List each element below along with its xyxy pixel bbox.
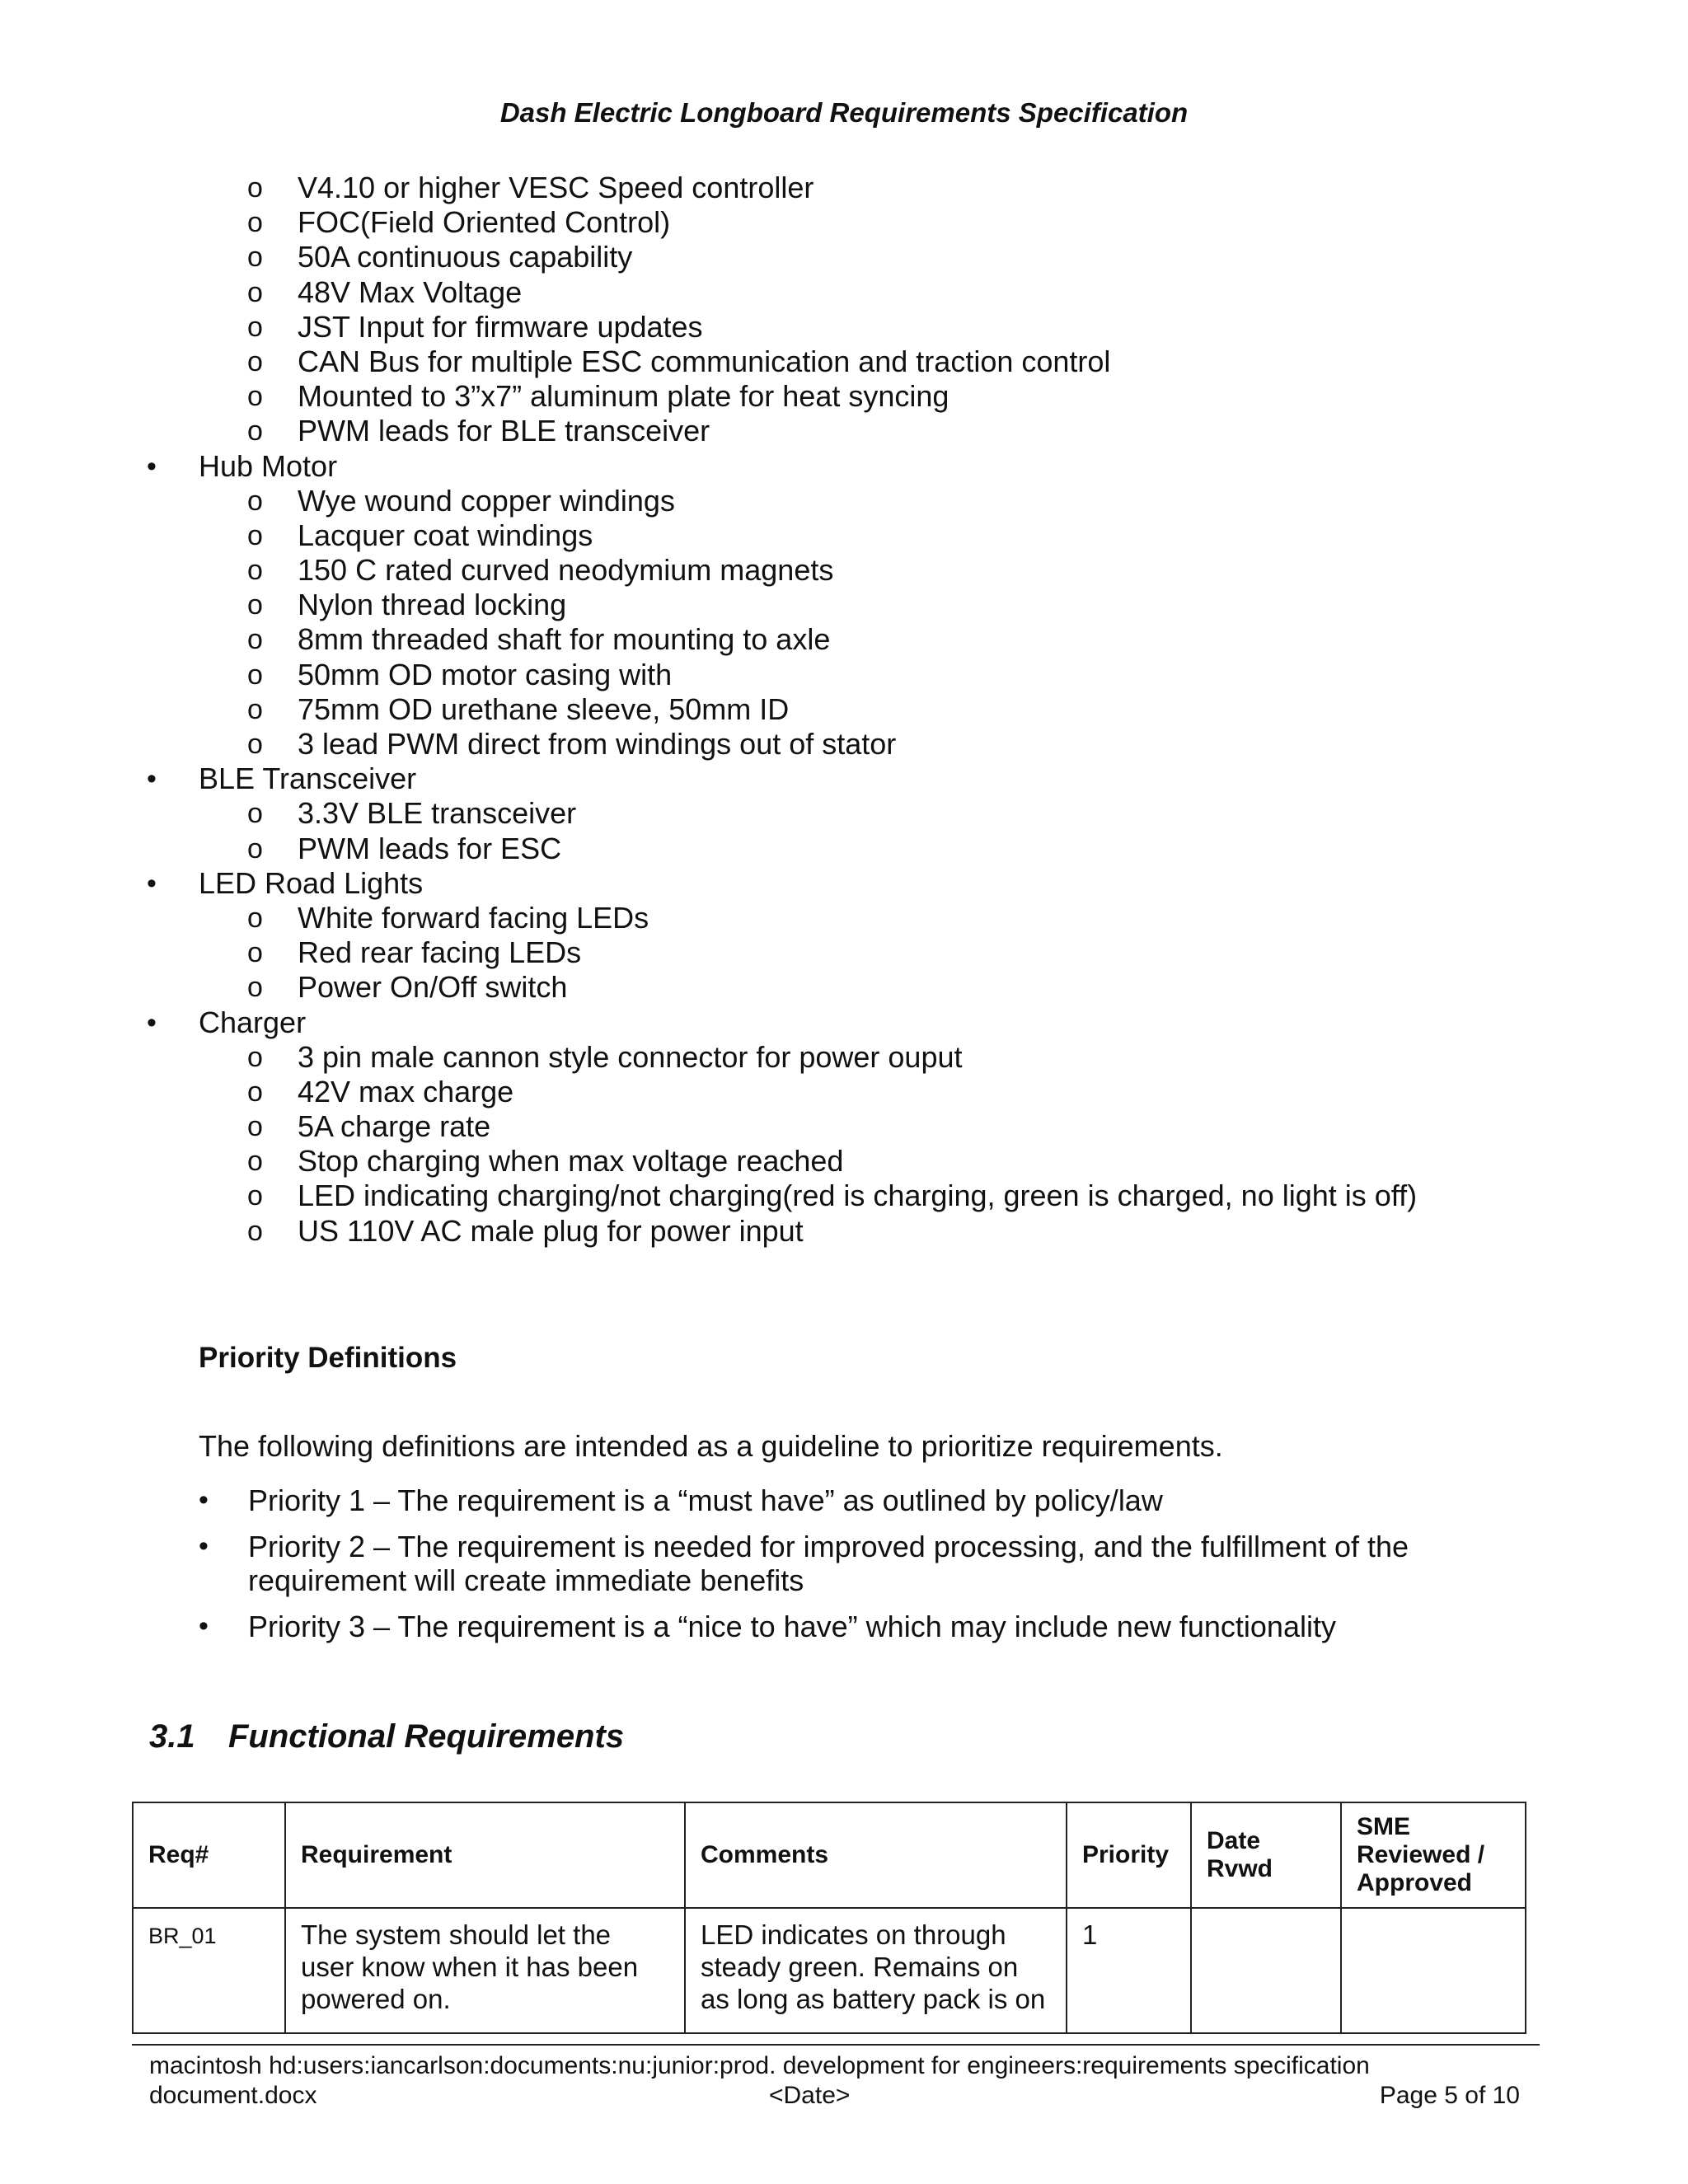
list-item	[0, 796, 1688, 831]
cell-priority: 1	[1067, 1908, 1191, 2033]
list-item-text: PWM leads for ESC	[298, 831, 562, 865]
hollow-bullet-icon: o	[247, 1180, 263, 1212]
list-item	[0, 240, 1688, 274]
section-number: 3.1	[149, 1718, 195, 1755]
list-item-text: 75mm OD urethane sleeve, 50mm ID	[298, 691, 790, 726]
hollow-bullet-icon: o	[247, 485, 263, 517]
list-item-text: FOC(Field Oriented Control)	[298, 205, 671, 240]
hollow-bullet-icon: o	[247, 1076, 263, 1108]
list-item-text: V4.10 or higher VESC Speed controller	[298, 171, 814, 204]
list-item	[0, 692, 1688, 727]
hollow-bullet-icon: o	[247, 798, 263, 830]
list-item	[0, 205, 1688, 240]
list-item	[0, 622, 1688, 657]
list-heading-text: BLE Transceiver	[199, 762, 417, 796]
hollow-bullet-icon: o	[247, 345, 263, 377]
list-item	[0, 1144, 1688, 1179]
list-item	[0, 1179, 1688, 1213]
list-heading-item	[0, 762, 1688, 796]
column-header-priority: Priority	[1067, 1802, 1191, 1908]
list-item-text: US 110V AC male plug for power input	[298, 1213, 804, 1248]
footer-path: macintosh hd:users:iancarlson:documents:nu:junior:prod. development for engineers:requirements specification	[149, 2052, 1370, 2079]
list-item-text: 42V max charge	[298, 1074, 514, 1108]
component-list	[0, 171, 1688, 1249]
list-item-text: PWM leads for BLE transceiver	[298, 414, 710, 448]
list-item-text: JST Input for firmware updates	[298, 309, 703, 344]
list-item-text: Mounted to 3”x7” aluminum plate for heat syncing	[298, 379, 950, 414]
list-heading-text: Charger	[199, 1005, 307, 1039]
priority-definitions-intro: The following definitions are intended as a guideline to prioritize requirements.	[199, 1429, 1223, 1463]
footer-divider	[132, 2044, 1540, 2046]
list-item	[0, 379, 1688, 414]
list-item	[0, 901, 1688, 935]
hollow-bullet-icon: o	[247, 589, 263, 621]
hollow-bullet-icon: o	[247, 172, 263, 204]
list-item	[0, 1214, 1688, 1249]
page-header-title: Dash Electric Longboard Requirements Specification	[499, 97, 1189, 128]
list-item-text: 8mm threaded shaft for mounting to axle	[298, 622, 831, 657]
cell-requirement: The system should let the user know when it has been powered on.	[285, 1908, 685, 2033]
hollow-bullet-icon: o	[247, 729, 263, 760]
table-row	[133, 1908, 1526, 2033]
list-item-text: Red rear facing LEDs	[298, 935, 582, 970]
cell-sme	[1341, 1908, 1526, 2033]
hollow-bullet-icon: o	[247, 658, 263, 691]
list-heading-text: LED Road Lights	[199, 865, 424, 900]
list-item	[0, 344, 1688, 379]
list-item	[0, 484, 1688, 518]
list-item-text: Wye wound copper windings	[298, 483, 675, 518]
list-item-text: Stop charging when max voltage reached	[298, 1144, 844, 1179]
list-heading-item	[0, 449, 1688, 484]
list-item-text: 50A continuous capability	[298, 240, 633, 274]
hollow-bullet-icon: o	[247, 519, 263, 551]
list-item	[0, 970, 1688, 1005]
hollow-bullet-icon: o	[247, 693, 263, 725]
hollow-bullet-icon: o	[247, 1215, 263, 1247]
hollow-bullet-icon: o	[247, 415, 263, 448]
list-item	[0, 935, 1688, 970]
list-item	[0, 588, 1688, 622]
list-item	[0, 1109, 1688, 1144]
cell-date-rvwd	[1191, 1908, 1341, 2033]
cell-req: BR_01	[133, 1908, 285, 2033]
hollow-bullet-icon: o	[247, 207, 263, 239]
list-item	[0, 553, 1688, 588]
hollow-bullet-icon: o	[247, 311, 263, 343]
column-header-requirement: Requirement	[285, 1802, 685, 1908]
footer-date: <Date>	[769, 2082, 851, 2109]
list-item-text: 5A charge rate	[298, 1109, 491, 1144]
list-item	[0, 832, 1688, 866]
list-item	[0, 727, 1688, 762]
priority-definitions-heading: Priority Definitions	[199, 1342, 457, 1374]
bullet-icon: •	[147, 1006, 157, 1038]
list-item-text: 3 pin male cannon style connector for power ouput	[298, 1039, 963, 1074]
list-item-text: 3 lead PWM direct from windings out of stator	[298, 727, 897, 761]
bullet-icon: •	[147, 763, 157, 795]
hollow-bullet-icon: o	[247, 1041, 263, 1073]
list-item-text: 150 C rated curved neodymium magnets	[298, 553, 834, 588]
list-item-text: 3.3V BLE transceiver	[298, 796, 577, 831]
list-item-text: Power On/Off switch	[298, 970, 568, 1005]
requirements-table	[132, 1802, 1526, 2034]
list-item	[0, 1040, 1688, 1075]
bullet-icon: •	[147, 867, 157, 899]
list-item-text: Lacquer coat windings	[298, 518, 593, 552]
cell-comments: LED indicates on through steady green. Remains on as long as battery pack is on	[685, 1908, 1067, 2033]
priority-item-text: Priority 3 – The requirement is a “nice to have” which may include new functionality	[248, 1610, 1336, 1643]
list-item	[0, 275, 1688, 310]
list-item	[0, 1075, 1688, 1109]
list-item	[0, 171, 1688, 205]
hollow-bullet-icon: o	[247, 937, 263, 969]
hollow-bullet-icon: o	[247, 276, 263, 308]
column-header-comments: Comments	[685, 1802, 1067, 1908]
section-title: Functional Requirements	[228, 1718, 625, 1755]
bullet-icon: •	[199, 1530, 209, 1562]
bullet-icon: •	[199, 1484, 209, 1516]
bullet-icon: •	[147, 450, 157, 482]
list-item-text: Nylon thread locking	[298, 588, 567, 622]
hollow-bullet-icon: o	[247, 902, 263, 934]
list-item-text: 50mm OD motor casing with	[298, 657, 673, 691]
hollow-bullet-icon: o	[247, 624, 263, 656]
priority-item-text: Priority 2 – The requirement is needed for improved processing, and the fulfillment of the requirement will create immediate benefits	[248, 1530, 1409, 1597]
list-item-text: LED indicating charging/not charging(red is charging, green is charged, no light is off)	[298, 1179, 1418, 1213]
hollow-bullet-icon: o	[247, 1146, 263, 1178]
column-header-sme: SME Reviewed / Approved	[1341, 1802, 1526, 1908]
list-heading-item	[0, 1005, 1688, 1040]
list-item-text: CAN Bus for multiple ESC communication and traction control	[298, 344, 1111, 378]
section-heading	[149, 1718, 624, 1755]
priority-item-text: Priority 1 – The requirement is a “must have” as outlined by policy/law	[248, 1483, 1163, 1517]
column-header-req: Req#	[133, 1802, 285, 1908]
list-item	[0, 414, 1688, 448]
footer-page-number: Page 5 of 10	[1379, 2082, 1520, 2109]
hollow-bullet-icon: o	[247, 555, 263, 587]
list-item	[0, 518, 1688, 553]
list-item	[0, 310, 1688, 344]
hollow-bullet-icon: o	[247, 1111, 263, 1143]
list-item-text: White forward facing LEDs	[298, 900, 649, 935]
bullet-icon: •	[199, 1610, 209, 1642]
list-heading-text: Hub Motor	[199, 448, 338, 483]
table-header-row	[133, 1802, 1526, 1908]
list-heading-item	[0, 866, 1688, 901]
hollow-bullet-icon: o	[247, 832, 263, 865]
list-item	[0, 658, 1688, 692]
hollow-bullet-icon: o	[247, 241, 263, 274]
hollow-bullet-icon: o	[247, 381, 263, 413]
column-header-date-rvwd: Date Rvwd	[1191, 1802, 1341, 1908]
footer-filename: document.docx	[149, 2082, 317, 2109]
list-item-text: 48V Max Voltage	[298, 274, 523, 309]
hollow-bullet-icon: o	[247, 972, 263, 1004]
